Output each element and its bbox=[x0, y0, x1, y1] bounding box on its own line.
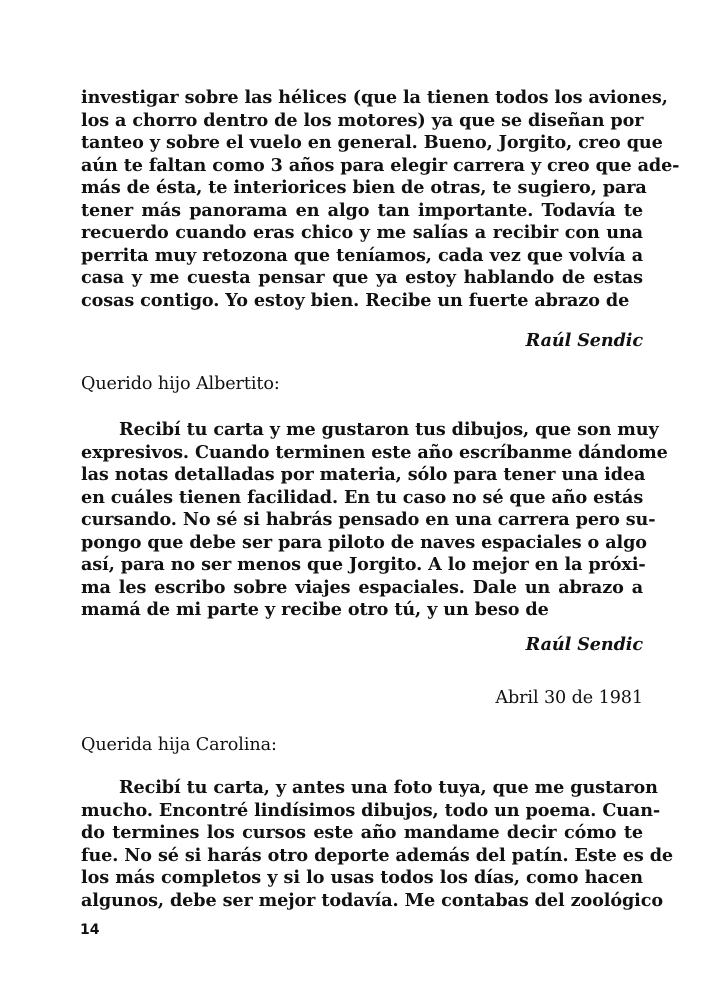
text-line: perrita muy retozona que teníamos, cada vez que volvía a bbox=[81, 244, 643, 266]
text-line: cursando. No sé si habrás pensado en una carrera pero su- bbox=[81, 509, 656, 530]
signature-1 bbox=[81, 330, 643, 353]
text-line: tanteo y sobre el vuelo en general. Bueno, Jorgito, creo que bbox=[81, 132, 663, 153]
text-line: aún te faltan como 3 años para elegir carrera y creo que ade- bbox=[81, 154, 680, 176]
paragraph-1 bbox=[81, 87, 680, 312]
text-line: fue. No sé si harás otro deporte además del patín. Este es de bbox=[81, 844, 673, 866]
text-line: expresivos. Cuando terminen este año escríbanme dándome bbox=[81, 441, 668, 463]
text-line: los a chorro dentro de los motores) ya que se diseñan por bbox=[81, 109, 644, 131]
text-line: Recibí tu carta, y antes una foto tuya, que me gustaron bbox=[119, 777, 658, 798]
salutation: Querido hijo Albertito: bbox=[81, 374, 280, 394]
page-number: 14 bbox=[80, 922, 100, 938]
text-line: las notas detalladas por materia, sólo para tener una idea bbox=[81, 464, 646, 485]
text-line: más de ésta, te interiorices bien de otras, te sugiero, para bbox=[81, 177, 647, 198]
text-line: mamá de mi parte y recibe otro tú, y un beso de bbox=[81, 599, 549, 620]
date: Abril 30 de 1981 bbox=[495, 688, 643, 708]
greeting-3 bbox=[81, 734, 643, 757]
text-line: investigar sobre las hélices (que la tienen todos los aviones, bbox=[81, 87, 668, 108]
paragraph-2 bbox=[81, 419, 668, 622]
text-line: pongo que debe ser para piloto de naves espaciales o algo bbox=[81, 531, 647, 553]
text-line: algunos, debe ser mejor todavía. Me contabas del zoológico bbox=[81, 889, 664, 911]
text-line: los más completos y si lo usas todos los días, como hacen bbox=[81, 867, 643, 888]
text-line: Recibí tu carta y me gustaron tus dibujos, que son muy bbox=[119, 419, 659, 440]
signature-2 bbox=[81, 634, 643, 657]
text-line: así, para no ser menos que Jorgito. A lo mejor en la próxi- bbox=[81, 554, 646, 575]
text-line: ma les escribo sobre viajes espaciales. Dale un abrazo a bbox=[81, 576, 643, 598]
text-line: en cuáles tienen facilidad. En tu caso no sé que año estás bbox=[81, 486, 644, 508]
text-line: cosas contigo. Yo estoy bien. Recibe un fuerte abrazo de bbox=[81, 289, 630, 311]
greeting-2 bbox=[81, 373, 643, 396]
signature: Raúl Sendic bbox=[525, 634, 643, 655]
paragraph-3 bbox=[81, 777, 673, 912]
text-line: casa y me cuesta pensar que ya estoy hablando de estas bbox=[81, 267, 643, 288]
text-line: do termines los cursos este año mandame decir cómo te bbox=[81, 822, 643, 843]
letter-date bbox=[81, 687, 643, 710]
signature: Raúl Sendic bbox=[525, 330, 643, 351]
salutation: Querida hija Carolina: bbox=[81, 735, 277, 755]
text-line: recuerdo cuando eras chico y me salías a recibir con una bbox=[81, 222, 643, 243]
text-line: mucho. Encontré lindísimos dibujos, todo un poema. Cuan- bbox=[81, 799, 661, 821]
text-line: tener más panorama en algo tan importante. Todavía te bbox=[81, 199, 643, 221]
